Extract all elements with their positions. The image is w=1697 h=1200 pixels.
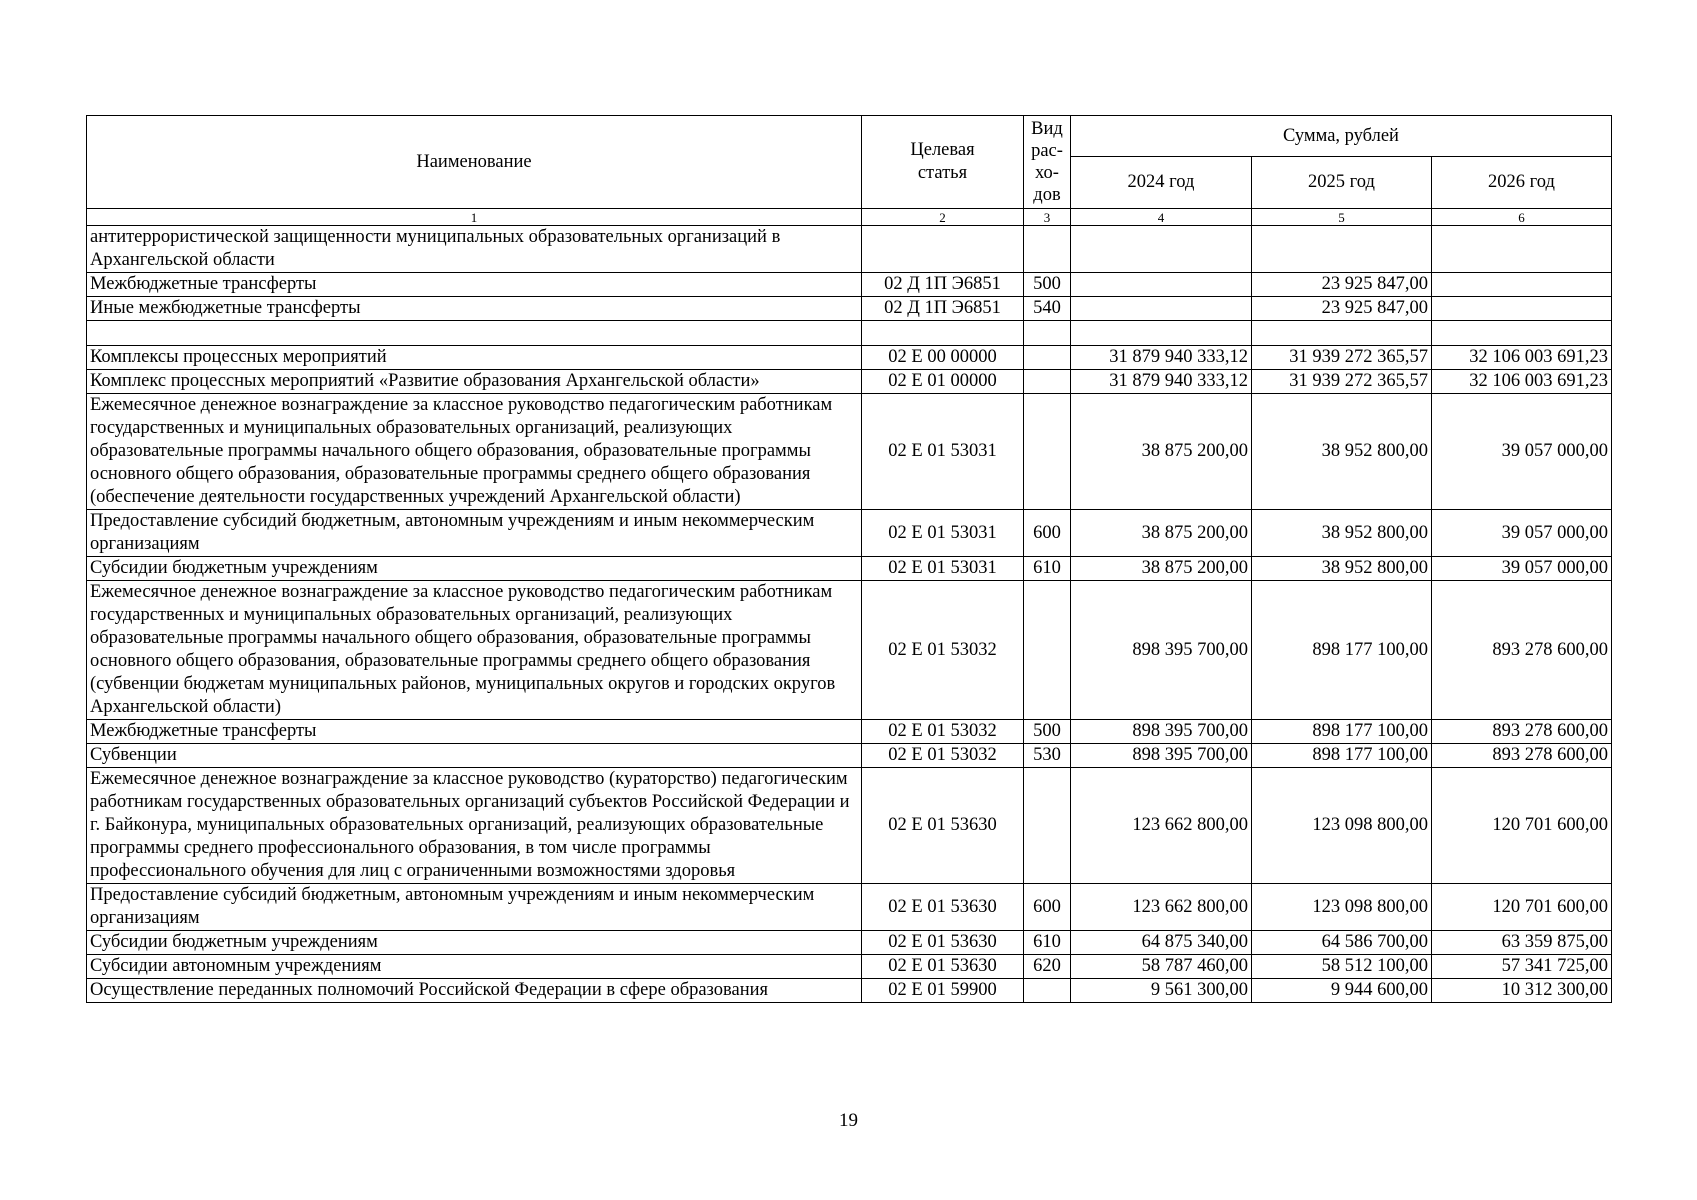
row-target-article: 02 Е 01 53031 [862, 394, 1024, 510]
row-amount-2026: 10 312 300,00 [1432, 979, 1612, 1003]
row-amount-2024: 9 561 300,00 [1071, 979, 1252, 1003]
row-amount-2024: 38 875 200,00 [1071, 510, 1252, 557]
row-amount-2024: 123 662 800,00 [1071, 768, 1252, 884]
row-amount-2025: 898 177 100,00 [1252, 581, 1432, 720]
row-amount-2025: 38 952 800,00 [1252, 510, 1432, 557]
row-amount-2026: 32 106 003 691,23 [1432, 370, 1612, 394]
row-expense-kind: 610 [1024, 931, 1071, 955]
row-expense-kind [1024, 321, 1071, 346]
row-expense-kind [1024, 226, 1071, 273]
row-target-article: 02 Д 1П Э6851 [862, 297, 1024, 321]
row-amount-2024: 64 875 340,00 [1071, 931, 1252, 955]
row-amount-2024: 38 875 200,00 [1071, 394, 1252, 510]
table-row [87, 768, 1612, 884]
row-expense-kind: 500 [1024, 720, 1071, 744]
row-amount-2026: 39 057 000,00 [1432, 510, 1612, 557]
table-row [87, 557, 1612, 581]
row-amount-2024: 123 662 800,00 [1071, 884, 1252, 931]
row-amount-2024 [1071, 297, 1252, 321]
row-amount-2026: 893 278 600,00 [1432, 720, 1612, 744]
row-amount-2025: 31 939 272 365,57 [1252, 346, 1432, 370]
row-name [87, 321, 862, 346]
row-amount-2025: 9 944 600,00 [1252, 979, 1432, 1003]
row-name: Комплексы процессных мероприятий [87, 346, 862, 370]
row-amount-2025: 64 586 700,00 [1252, 931, 1432, 955]
table-row [87, 979, 1612, 1003]
table-row [87, 370, 1612, 394]
column-number: 4 [1071, 209, 1252, 226]
row-expense-kind: 540 [1024, 297, 1071, 321]
row-amount-2026: 57 341 725,00 [1432, 955, 1612, 979]
row-expense-kind [1024, 394, 1071, 510]
row-amount-2024 [1071, 321, 1252, 346]
table-row [87, 321, 1612, 346]
row-target-article: 02 Е 01 53630 [862, 931, 1024, 955]
row-target-article: 02 Е 01 53031 [862, 557, 1024, 581]
row-expense-kind [1024, 768, 1071, 884]
row-amount-2025: 123 098 800,00 [1252, 768, 1432, 884]
row-amount-2024: 31 879 940 333,12 [1071, 346, 1252, 370]
header-vid-line: рас- [1031, 141, 1063, 161]
row-amount-2024: 898 395 700,00 [1071, 720, 1252, 744]
column-number: 5 [1252, 209, 1432, 226]
table-row [87, 346, 1612, 370]
header-sum: Сумма, рублей [1071, 116, 1612, 157]
row-amount-2026 [1432, 273, 1612, 297]
row-amount-2026: 893 278 600,00 [1432, 744, 1612, 768]
row-target-article: 02 Е 01 53032 [862, 744, 1024, 768]
row-name: Субсидии автономным учреждениям [87, 955, 862, 979]
row-name: Субсидии бюджетным учреждениям [87, 557, 862, 581]
column-number: 1 [87, 209, 862, 226]
row-amount-2024: 38 875 200,00 [1071, 557, 1252, 581]
row-expense-kind [1024, 979, 1071, 1003]
row-amount-2025: 58 512 100,00 [1252, 955, 1432, 979]
row-amount-2025: 23 925 847,00 [1252, 297, 1432, 321]
header-vid-line: дов [1033, 185, 1061, 205]
row-amount-2025 [1252, 226, 1432, 273]
row-amount-2025 [1252, 321, 1432, 346]
row-expense-kind [1024, 346, 1071, 370]
column-number: 3 [1024, 209, 1071, 226]
table-row [87, 226, 1612, 273]
row-amount-2024: 31 879 940 333,12 [1071, 370, 1252, 394]
row-amount-2026: 39 057 000,00 [1432, 394, 1612, 510]
table-row [87, 955, 1612, 979]
row-target-article: 02 Е 01 53032 [862, 720, 1024, 744]
row-expense-kind: 610 [1024, 557, 1071, 581]
row-expense-kind: 500 [1024, 273, 1071, 297]
row-amount-2025: 38 952 800,00 [1252, 394, 1432, 510]
row-name: антитеррористической защищенности муниципальных образовательных организаций в Архангельской области [87, 226, 862, 273]
table-body [87, 226, 1612, 1003]
row-name: Осуществление переданных полномочий Российской Федерации в сфере образования [87, 979, 862, 1003]
header-vid-line: хо- [1035, 163, 1059, 183]
row-target-article [862, 321, 1024, 346]
row-name: Ежемесячное денежное вознаграждение за классное руководство педагогическим работникам государственных и муниципальных образовательных организаций, реализующих образовательные программы начального общего образования, образовательные программы основного общего образования, образовательные программы среднего общего образования (субвенции бюджетам муниципальных районов, муниципальных округов и городских округов Архангельской области) [87, 581, 862, 720]
row-amount-2026: 39 057 000,00 [1432, 557, 1612, 581]
header-year-2024: 2024 год [1071, 157, 1252, 209]
row-target-article: 02 Е 01 59900 [862, 979, 1024, 1003]
row-amount-2024: 898 395 700,00 [1071, 581, 1252, 720]
row-amount-2025: 123 098 800,00 [1252, 884, 1432, 931]
table-row [87, 884, 1612, 931]
table-row [87, 931, 1612, 955]
row-amount-2024: 58 787 460,00 [1071, 955, 1252, 979]
row-expense-kind: 530 [1024, 744, 1071, 768]
table-row [87, 581, 1612, 720]
table-row [87, 744, 1612, 768]
table-row [87, 297, 1612, 321]
header-target-line1: Целевая [910, 140, 975, 160]
row-target-article: 02 Е 01 53630 [862, 768, 1024, 884]
page-number: 19 [839, 1110, 858, 1131]
budget-table [86, 115, 1612, 1003]
header-target-article [862, 116, 1024, 209]
row-target-article: 02 Е 01 53031 [862, 510, 1024, 557]
table-row [87, 273, 1612, 297]
row-name: Предоставление субсидий бюджетным, автономным учреждениям и иным некоммерческим организациям [87, 510, 862, 557]
row-amount-2025: 38 952 800,00 [1252, 557, 1432, 581]
row-target-article: 02 Е 01 00000 [862, 370, 1024, 394]
column-number: 2 [862, 209, 1024, 226]
row-expense-kind: 600 [1024, 884, 1071, 931]
row-name: Предоставление субсидий бюджетным, автономным учреждениям и иным некоммерческим организациям [87, 884, 862, 931]
table-row [87, 720, 1612, 744]
row-amount-2026: 120 701 600,00 [1432, 768, 1612, 884]
row-target-article: 02 Д 1П Э6851 [862, 273, 1024, 297]
row-name: Ежемесячное денежное вознаграждение за классное руководство педагогическим работникам государственных и муниципальных образовательных организаций, реализующих образовательные программы начального общего образования, образовательные программы основного общего образования, образовательные программы среднего общего образования (обеспечение деятельности государственных учреждений Архангельской области) [87, 394, 862, 510]
row-expense-kind: 620 [1024, 955, 1071, 979]
row-amount-2025: 898 177 100,00 [1252, 720, 1432, 744]
row-target-article: 02 Е 01 53630 [862, 884, 1024, 931]
table-row [87, 510, 1612, 557]
row-name: Субсидии бюджетным учреждениям [87, 931, 862, 955]
row-amount-2026: 120 701 600,00 [1432, 884, 1612, 931]
row-name: Субвенции [87, 744, 862, 768]
row-amount-2025: 31 939 272 365,57 [1252, 370, 1432, 394]
row-expense-kind: 600 [1024, 510, 1071, 557]
header-name: Наименование [87, 116, 862, 209]
row-amount-2025: 898 177 100,00 [1252, 744, 1432, 768]
row-name: Межбюджетные трансферты [87, 273, 862, 297]
column-number-row [87, 209, 1612, 226]
row-name: Межбюджетные трансферты [87, 720, 862, 744]
header-year-2025: 2025 год [1252, 157, 1432, 209]
row-expense-kind [1024, 581, 1071, 720]
row-amount-2026 [1432, 226, 1612, 273]
row-target-article: 02 Е 00 00000 [862, 346, 1024, 370]
table-row [87, 394, 1612, 510]
header-vid-line: Вид [1031, 119, 1063, 139]
row-amount-2026: 32 106 003 691,23 [1432, 346, 1612, 370]
header-expense-kind [1024, 116, 1071, 209]
row-amount-2026: 63 359 875,00 [1432, 931, 1612, 955]
row-amount-2026 [1432, 321, 1612, 346]
row-target-article: 02 Е 01 53630 [862, 955, 1024, 979]
row-name: Ежемесячное денежное вознаграждение за классное руководство (кураторство) педагогическим работникам государственных образовательных организаций субъектов Российской Федерации и г. Байконура, муниципальных образовательных организаций, реализующих образовательные программы среднего профессионального образования, в том числе программы профессионального обучения для лиц с ограниченными возможностями здоровья [87, 768, 862, 884]
header-year-2026: 2026 год [1432, 157, 1612, 209]
row-expense-kind [1024, 370, 1071, 394]
row-amount-2024: 898 395 700,00 [1071, 744, 1252, 768]
row-name: Комплекс процессных мероприятий «Развитие образования Архангельской области» [87, 370, 862, 394]
row-amount-2026: 893 278 600,00 [1432, 581, 1612, 720]
header-target-line2: статья [917, 163, 968, 183]
row-amount-2024 [1071, 273, 1252, 297]
row-amount-2026 [1432, 297, 1612, 321]
column-number: 6 [1432, 209, 1612, 226]
row-name: Иные межбюджетные трансферты [87, 297, 862, 321]
row-amount-2024 [1071, 226, 1252, 273]
row-amount-2025: 23 925 847,00 [1252, 273, 1432, 297]
row-target-article [862, 226, 1024, 273]
row-target-article: 02 Е 01 53032 [862, 581, 1024, 720]
